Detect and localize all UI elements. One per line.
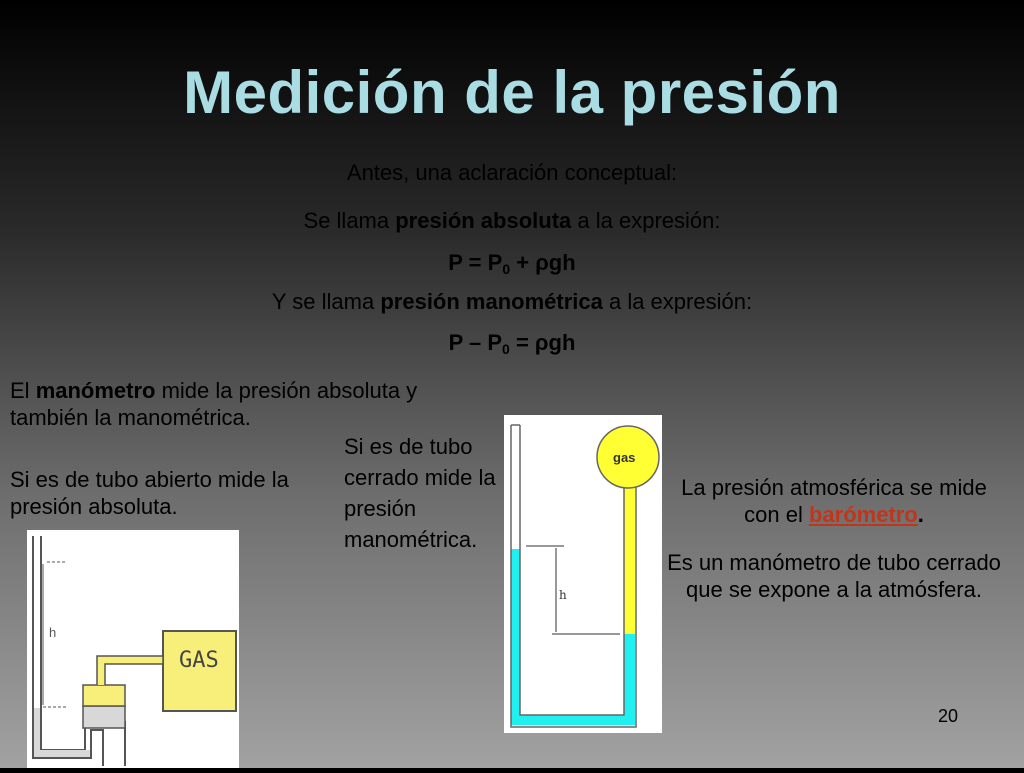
open-tube-manometer-diagram [27,530,239,768]
cyan-bottom [511,715,635,725]
barometro-link[interactable]: barómetro [808,502,918,527]
page-number: 20 [938,706,959,726]
equation-absolute [0,250,1024,276]
left-p1-term: manómetro [35,378,156,403]
right-p1-suffix: . [917,502,924,527]
eq1-sub: 0 [502,261,511,277]
middle-paragraph: Si es de tubo cerrado mide la presión manométrica. [344,434,496,552]
abs-term: presión absoluta [395,208,572,233]
closed-tube-manometer-diagram [504,415,662,733]
intro-line: Antes, una aclaración conceptual: [346,160,678,185]
gauge-pressure-line [0,289,1024,315]
left-p1-prefix: El [10,378,36,403]
eq2-sub: 0 [502,341,510,357]
gauge-prefix: Y se llama [271,289,381,314]
fluid-left-column [34,708,40,750]
abs-prefix: Se llama [303,208,396,233]
closed-tube-manometer-figure [504,415,662,733]
connecting-pipe [97,656,163,685]
tube-inner-wall [41,536,125,766]
equation-gauge [0,330,1024,356]
gas-chamber [83,685,125,706]
open-tube-manometer-figure [27,530,239,768]
cyan-right-column [624,634,635,719]
open-tube-gas-label: GAS [179,648,219,673]
left-paragraph-1 [10,377,500,431]
right-paragraph-2: Es un manómetro de tubo cerrado que se expone a la atmósfera. [667,550,1001,602]
eq2-right: = ρgh [509,330,576,355]
right-paragraph-1 [664,474,1004,528]
slide-title: Medición de la presión [183,59,841,126]
eq2-left: P – P [448,330,503,355]
right-p1-prefix: La presión atmosférica se mide con el [681,475,987,527]
gauge-term: presión manométrica [380,289,603,314]
open-tube-h-label: h [49,625,57,640]
eq1-left: P = P [448,250,503,275]
fluid-chamber [83,706,125,728]
absolute-pressure-line [0,208,1024,234]
gauge-suffix: a la expresión: [602,289,753,314]
yellow-tube [624,483,635,634]
abs-suffix: a la expresión: [571,208,721,233]
eq1-right: + ρgh [510,250,576,275]
closed-tube-gas-label: gas [613,450,636,465]
cyan-left-column [511,549,520,725]
left-paragraph-2: Si es de tubo abierto mide la presión absoluta. [10,467,289,519]
left-p1-suffix: mide la presión absoluta y también la manométrica. [10,378,418,430]
closed-tube-h-label: h [559,588,567,602]
fluid-bottom [34,750,90,757]
